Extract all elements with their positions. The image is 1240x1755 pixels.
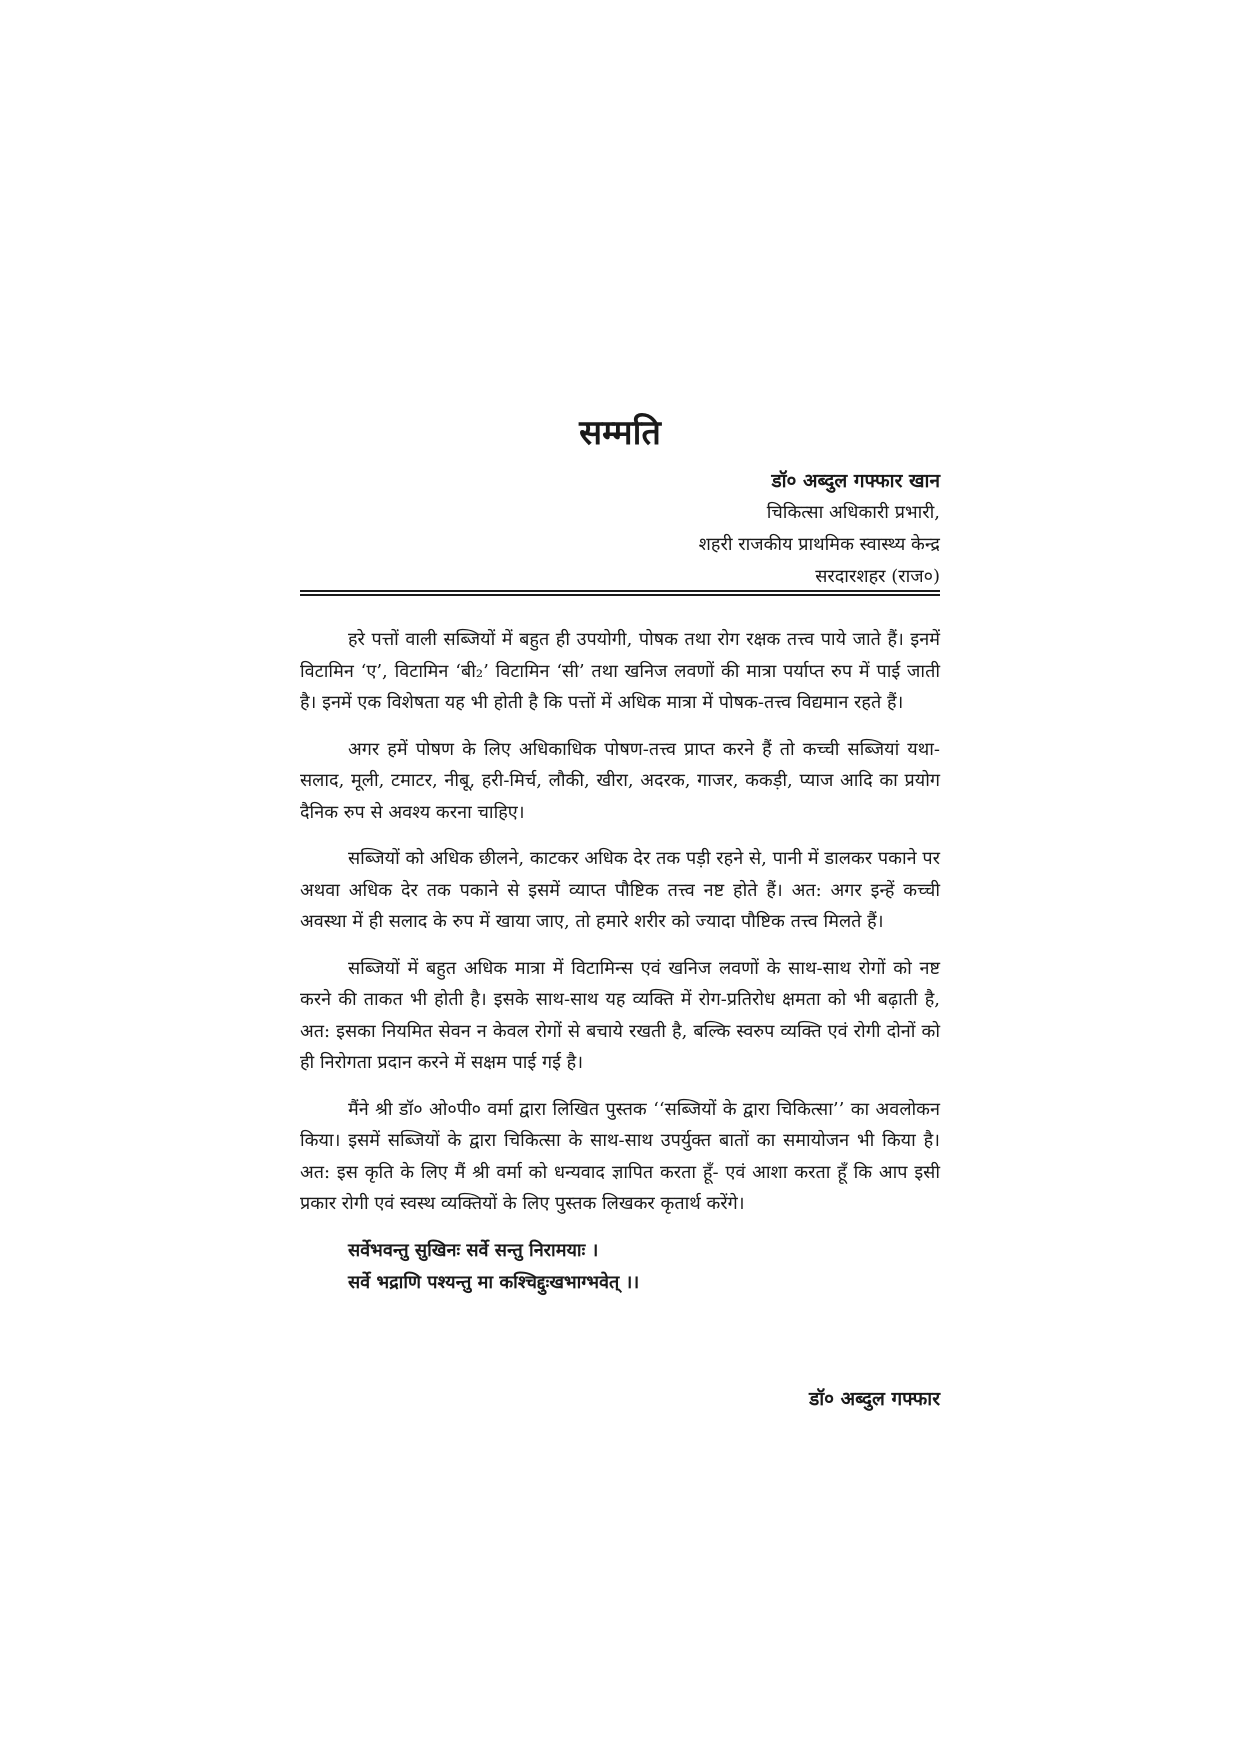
verse-line-1: सर्वेभवन्तु सुखिनः सर्वे सन्तु निरामयाः । xyxy=(348,1239,599,1261)
author-block xyxy=(480,465,940,593)
author-name: डॉ० अब्दुल गफ्फार खान xyxy=(771,470,940,492)
author-designation: चिकित्सा अधिकारी प्रभारी, xyxy=(766,502,940,523)
body-text xyxy=(300,624,940,1299)
page-title: सम्मति xyxy=(579,413,661,453)
author-place: सरदारशहर (राज०) xyxy=(815,566,940,587)
sanskrit-verse xyxy=(348,1235,940,1299)
document-page xyxy=(300,0,940,1755)
paragraph-1: हरे पत्तों वाली सब्जियों में बहुत ही उपयोगी, पोषक तथा रोग रक्षक तत्त्व पाये जाते हैं। इनमें विटामिन ‘ए’, विटामिन ‘बी₂’ विटामिन ‘सी’ तथा खनिज लवणों की मात्रा पर्याप्त रुप में पाई जाती है। इनमें एक विशेषता यह भी होती है कि पत्तों में अधिक मात्रा में पोषक-तत्त्व विद्यमान रहते हैं। xyxy=(300,629,940,713)
paragraph-2: अगर हमें पोषण के लिए अधिकाधिक पोषण-तत्त्व प्राप्त करने हैं तो कच्ची सब्जियां यथा-सलाद, मूली, टमाटर, नीबू, हरी-मिर्च, लौकी, खीरा, अदरक, गाजर, ककड़ी, प्याज आदि का प्रयोग दैनिक रुप से अवश्य करना चाहिए। xyxy=(300,738,940,823)
author-institution: शहरी राजकीय प्राथमिक स्वास्थ्य केन्द्र xyxy=(698,534,940,555)
paragraph-3: सब्जियों को अधिक छीलने, काटकर अधिक देर तक पड़ी रहने से, पानी में डालकर पकाने पर अथवा अधिक देर तक पकाने से इसमें व्याप्त पौष्टिक तत्त्व नष्ट होते हैं। अत: अगर इन्हें कच्ची अवस्था में ही सलाद के रुप में खाया जाए, तो हमारे शरीर को ज्यादा पौष्टिक तत्त्व मिलते हैं। xyxy=(300,848,940,932)
paragraph-5: मैंने श्री डॉ० ओ०पी० वर्मा द्वारा लिखित पुस्तक ‘‘सब्जियों के द्वारा चिकित्सा’’ का अवलोकन किया। इसमें सब्जियों के द्वारा चिकित्सा के साथ-साथ उपर्युक्त बातों का समायोजन भी किया है। अत: इस कृति के लिए मैं श्री वर्मा को धन्यवाद ज्ञापित करता हूँ- एवं आशा करता हूँ कि आप इसी प्रकार रोगी एवं स्वस्थ व्यक्तियों के लिए पुस्तक लिखकर कृतार्थ करेंगे। xyxy=(300,1098,940,1214)
verse-line-2: सर्वे भद्राणि पश्यन्तु मा कश्चिद्दुःखभाग्भवेत् ।। xyxy=(348,1271,640,1293)
signature: डॉ० अब्दुल गफ्फार xyxy=(809,1388,940,1410)
paragraph-4: सब्जियों में बहुत अधिक मात्रा में विटामिन्स एवं खनिज लवणों के साथ-साथ रोगों को नष्ट करने की ताकत भी होती है। इसके साथ-साथ यह व्यक्ति में रोग-प्रतिरोध क्षमता को भी बढ़ाती है, अत: इसका नियमित सेवन न केवल रोगों से बचाये रखती है, बल्कि स्वरुप व्यक्ति एवं रोगी दोनों को ही निरोगता प्रदान करने में सक्षम पाई गई है। xyxy=(300,957,940,1073)
double-rule-divider xyxy=(300,590,940,596)
